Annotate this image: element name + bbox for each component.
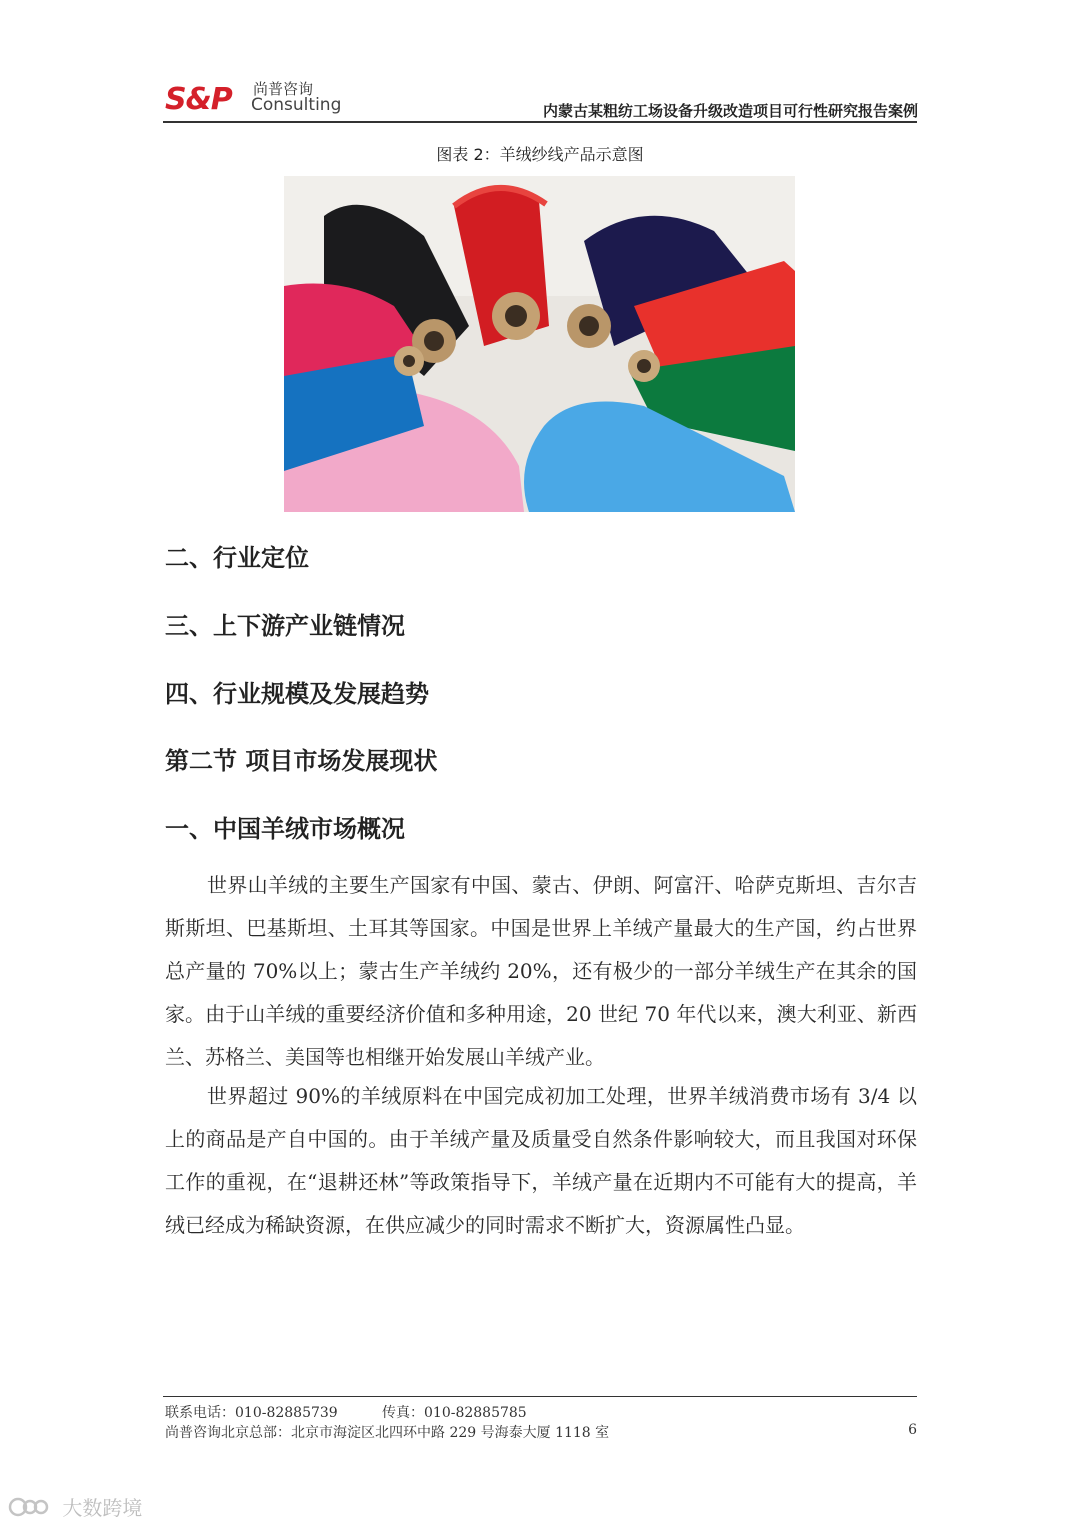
logo-chinese-name: 尚普咨询 <box>253 80 314 98</box>
body-paragraph: 世界山羊绒的主要生产国家有中国、蒙古、伊朗、阿富汗、哈萨克斯坦、吉尔吉斯斯坦、巴基斯坦、土耳其等国家。中国是世界上羊绒产量最大的生产国，约占世界总产量的 70%以上；蒙古生产羊绒约 20%，还有极少的一部分羊绒生产在其余的国家。由于山羊绒的重要经济价值和多种用途，20 世纪 70 年代以来，澳大利亚、新西兰、苏格兰、美国等也相继开始发展山羊绒产业。 <box>165 873 917 1069</box>
figure-caption: 图表 2：羊绒纱线产品示意图 <box>436 145 644 164</box>
body-paragraph: 世界超过 90%的羊绒原料在中国完成初加工处理，世界羊绒消费市场有 3/4 以上的商品是产自中国的。由于羊绒产量及质量受自然条件影响较大，而且我国对环保工作的重视，在“退耕还林”等政策指导下，羊绒产量在近期内不可能有大的提高，羊绒已经成为稀缺资源，在供应减少的同时需求不断扩大，资源属性凸显。 <box>165 1084 917 1237</box>
footer-address: 尚普咨询北京总部：北京市海淀区北四环中路 229 号海泰大厦 1118 室 <box>165 1425 610 1441</box>
section-heading-supply-chain: 三、上下游产业链情况 <box>165 612 405 640</box>
section-heading-industry-positioning: 二、行业定位 <box>165 544 309 572</box>
yarn-cones-photo <box>284 176 795 512</box>
watermark-text: 大数跨境 <box>62 1496 143 1520</box>
footer-phone: 联系电话：010-82885739 <box>165 1405 338 1421</box>
logo-english-name: Consulting <box>251 95 342 115</box>
footer-fax: 传真：010-82885785 <box>382 1405 527 1421</box>
page-number: 6 <box>908 1422 917 1438</box>
header-divider <box>163 121 917 123</box>
section-heading-industry-scale: 四、行业规模及发展趋势 <box>165 680 429 708</box>
footer-divider <box>163 1396 917 1397</box>
logo-mark: S&P <box>165 82 232 117</box>
section-heading-market-status: 第二节 项目市场发展现状 <box>165 747 438 775</box>
document-title: 内蒙古某粗纺工场设备升级改造项目可行性研究报告案例 <box>542 102 918 120</box>
watermark <box>8 1492 142 1522</box>
watermark-logo-icon <box>8 1495 50 1519</box>
section-heading-china-cashmere-market: 一、中国羊绒市场概况 <box>165 815 405 843</box>
